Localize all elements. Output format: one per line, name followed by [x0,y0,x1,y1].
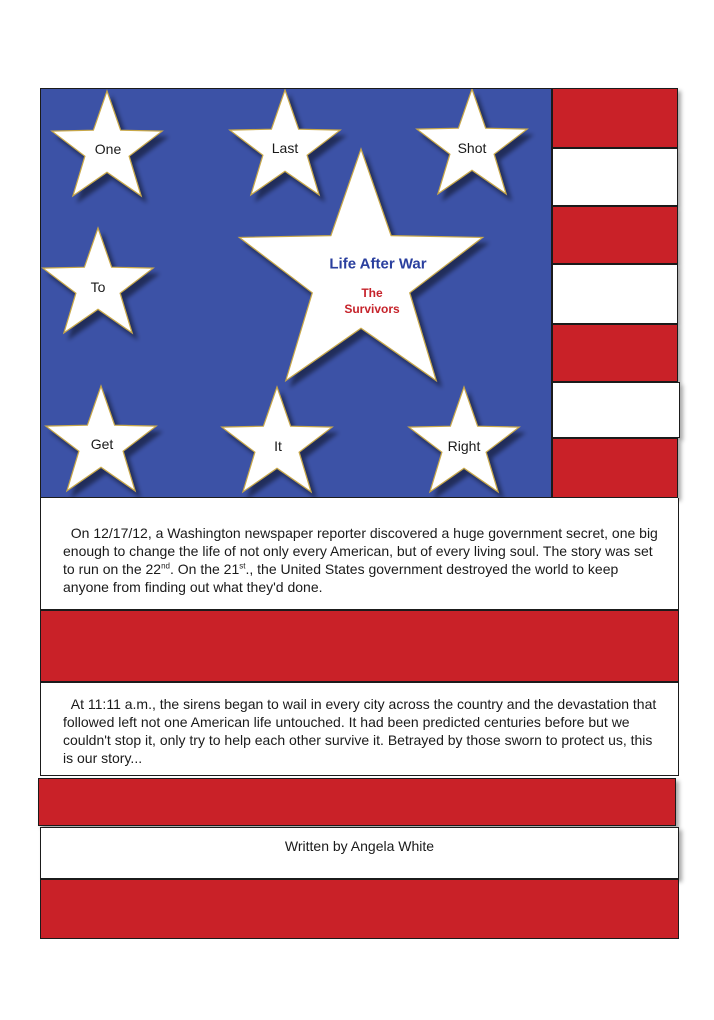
flag-canton [40,88,552,498]
flag-stripe-red-3 [552,324,678,382]
star-label-it: It [274,438,282,454]
book-subtitle [344,285,399,317]
blurb-text-2: At 11:11 a.m., the sirens began to wail in every city across the country and the devastation that followed left not one American life untouched. It had been predicted centuries before but we couldn't stop it, only try to help each other survive it. Betrayed by those sworn to protect us, this is our story... [63,696,657,766]
blurb-box-2 [40,682,679,776]
star-label-get: Get [90,436,114,452]
star-label-right: Right [447,438,481,454]
flag-stripe-red-4 [552,438,678,498]
flag-stripe-red-6 [38,778,676,826]
author-credit: Written by Angela White [40,827,679,879]
flag-stripe-red-2 [552,206,678,264]
flag-stripe-red-1 [552,88,678,148]
flag-stripe-white-3 [552,382,680,438]
blurb-paragraph-1 [63,524,658,596]
ordinal-st: st [239,561,246,571]
ordinal-nd: nd [161,561,170,571]
star-label-shot: Shot [457,140,487,156]
star-label-one: One [94,141,122,157]
blurb-paragraph-2 [63,695,658,767]
blurb-text-a: On 12/17/12, a Washington newspaper reporter discovered a huge government secret, one big enough to change the life of not only every American, but of every living soul. The story was set to run on the 22 [63,525,658,577]
blurb-box-1 [40,498,679,610]
flag-stripe-red-7 [40,879,679,939]
book-title: Life After War [329,255,427,273]
flag-stripe-white-1 [552,148,678,206]
subtitle-line-2: Survivors [344,302,400,316]
flag-stripe-red-5 [40,610,679,682]
star-label-last: Last [271,140,299,156]
flag-stripe-white-2 [552,264,678,324]
blurb-text-b: . On the 21 [169,561,240,577]
subtitle-line-1: The [361,286,383,300]
star-label-to: To [90,279,106,295]
blurb-text-c: ., the United States government destroyed the world to keep anyone from finding out what they'd done. [63,561,619,595]
